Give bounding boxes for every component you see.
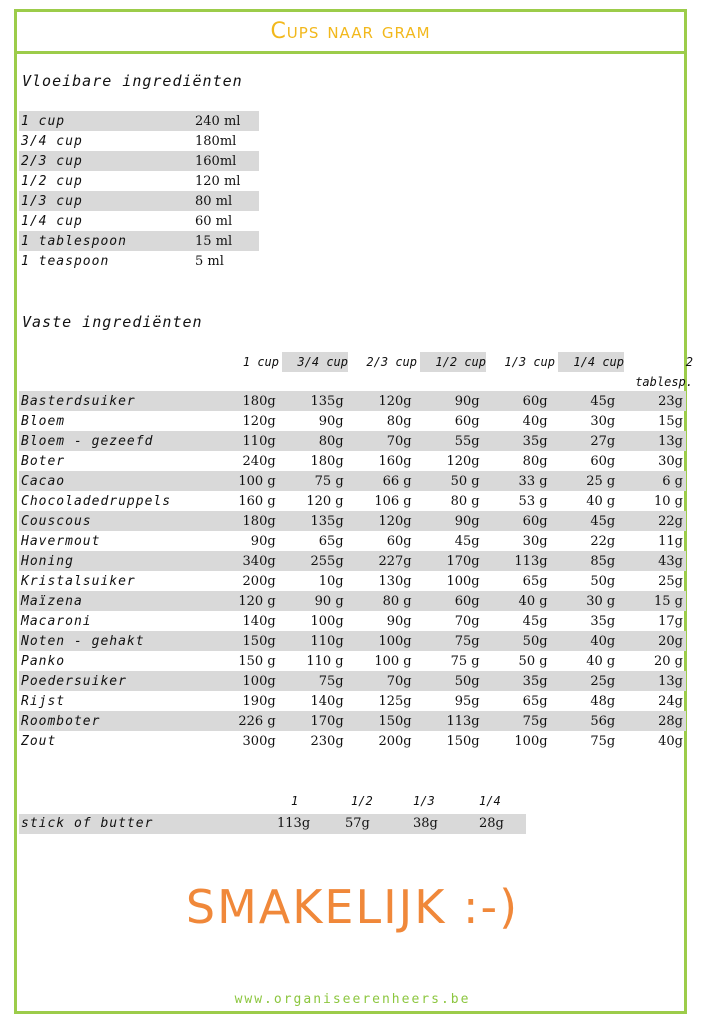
ingredient-value: 20g xyxy=(618,631,686,651)
ingredient-value: 150g xyxy=(446,733,480,749)
ingredient-row xyxy=(19,471,686,491)
ingredient-value: 70g xyxy=(454,613,480,629)
liquid-measure: 1/4 cup xyxy=(21,213,83,229)
ingredient-value: 170g xyxy=(279,711,347,731)
ingredient-value: 75g xyxy=(279,671,347,691)
butter-value: 57g xyxy=(345,816,370,831)
ingredient-value: 180g xyxy=(310,453,344,469)
ingredient-name: Basterdsuiker xyxy=(19,391,211,411)
ingredient-name: Couscous xyxy=(19,511,211,531)
ingredient-value: 160g xyxy=(378,453,412,469)
ingredient-value: 227g xyxy=(347,551,415,571)
ingredient-value: 100g xyxy=(211,671,279,691)
ingredient-name: Poedersuiker xyxy=(19,671,211,691)
ingredient-value: 130g xyxy=(378,573,412,589)
ingredient-value: 65g xyxy=(522,573,548,589)
ingredient-value: 85g xyxy=(551,551,619,571)
ingredient-value: 120g xyxy=(347,391,415,411)
ingredient-value: 120g xyxy=(347,511,415,531)
ingredient-value: 226 g xyxy=(211,711,279,731)
liquid-value: 60 ml xyxy=(195,213,233,229)
ingredient-value: 113g xyxy=(483,551,551,571)
ingredient-row xyxy=(19,571,686,591)
ingredient-value: 120g xyxy=(446,453,480,469)
ingredient-value: 190g xyxy=(242,693,276,709)
ingredient-value: 6 g xyxy=(618,471,686,491)
ingredient-value: 90 g xyxy=(279,591,347,611)
ingredient-value: 255g xyxy=(279,551,347,571)
ingredient-row xyxy=(19,611,686,631)
ingredient-value: 135g xyxy=(279,391,347,411)
liquid-row xyxy=(19,151,259,171)
ingredient-name: Cacao xyxy=(19,471,211,491)
liquid-value: 240 ml xyxy=(195,113,241,129)
ingredient-value: 60g xyxy=(386,533,412,549)
ingredient-value: 45g xyxy=(454,533,480,549)
ingredient-value: 56g xyxy=(551,711,619,731)
butter-column-header: 1/2 xyxy=(351,794,373,808)
closing-text: SMAKELIJK :-) xyxy=(185,880,520,934)
ingredient-value: 90g xyxy=(318,413,344,429)
ingredient-value: 120 g xyxy=(211,591,279,611)
ingredient-value: 53 g xyxy=(518,493,548,509)
ingredient-row xyxy=(19,691,686,711)
ingredient-value: 40g xyxy=(551,631,619,651)
ingredient-value: 140g xyxy=(310,693,344,709)
butter-column-header: 1 xyxy=(291,794,299,808)
liquid-measure: 3/4 cup xyxy=(21,133,83,149)
ingredient-row xyxy=(19,591,686,611)
ingredient-value: 15g xyxy=(658,413,683,429)
ingredient-value: 100g xyxy=(310,613,344,629)
solid-column-headers xyxy=(19,352,693,389)
ingredient-row xyxy=(19,491,686,511)
ingredient-value: 60g xyxy=(483,391,551,411)
solid-column-header: 1/3 cup xyxy=(504,355,555,369)
ingredient-value: 22g xyxy=(618,511,686,531)
liquid-heading: Vloeibare ingrediënten xyxy=(22,72,243,90)
liquid-row xyxy=(19,231,259,251)
ingredient-value: 43g xyxy=(618,551,686,571)
ingredient-value: 60g xyxy=(415,591,483,611)
liquid-measure: 1 tablespoon xyxy=(21,233,127,249)
ingredient-name: Zout xyxy=(21,733,57,749)
ingredient-value: 100 g xyxy=(374,653,412,669)
ingredient-value: 13g xyxy=(618,671,686,691)
ingredient-value: 40 g xyxy=(483,591,551,611)
ingredient-value: 75g xyxy=(415,631,483,651)
ingredient-value: 100g xyxy=(514,733,548,749)
ingredient-value: 45g xyxy=(522,613,548,629)
ingredient-value: 200g xyxy=(242,573,276,589)
ingredient-value: 100g xyxy=(347,631,415,651)
liquid-value: 160ml xyxy=(195,153,237,169)
ingredient-value: 110g xyxy=(279,631,347,651)
ingredient-value: 75 g xyxy=(450,653,480,669)
liquid-measure: 1/2 cup xyxy=(21,173,83,189)
ingredient-value: 80g xyxy=(522,453,548,469)
liquid-measure: 1 cup xyxy=(21,113,66,129)
liquid-value: 120 ml xyxy=(195,173,241,189)
ingredient-value: 80g xyxy=(386,413,412,429)
butter-name: stick of butter xyxy=(21,816,154,831)
ingredient-value: 60g xyxy=(454,413,480,429)
ingredient-value: 33 g xyxy=(483,471,551,491)
liquid-value: 80 ml xyxy=(195,193,233,209)
ingredient-value: 40g xyxy=(522,413,548,429)
ingredient-value: 48g xyxy=(590,693,616,709)
ingredient-value: 80 g xyxy=(347,591,415,611)
ingredient-value: 100 g xyxy=(211,471,279,491)
ingredient-value: 50g xyxy=(415,671,483,691)
ingredient-value: 40 g xyxy=(586,493,616,509)
ingredient-value: 110g xyxy=(211,431,279,451)
liquid-row xyxy=(19,211,259,231)
ingredient-row xyxy=(19,671,686,691)
ingredient-name: Maïzena xyxy=(19,591,211,611)
ingredient-value: 65g xyxy=(318,533,344,549)
ingredient-value: 80 g xyxy=(450,493,480,509)
solid-column-header: 1/2 cup xyxy=(420,352,486,372)
ingredient-value: 22g xyxy=(590,533,616,549)
ingredient-value: 60g xyxy=(590,453,616,469)
ingredient-value: 180g xyxy=(211,391,279,411)
ingredient-value: 35g xyxy=(590,613,616,629)
ingredient-value: 17g xyxy=(658,613,683,629)
ingredient-value: 25g xyxy=(551,671,619,691)
ingredient-value: 80g xyxy=(279,431,347,451)
ingredient-value: 90g xyxy=(386,613,412,629)
ingredient-value: 27g xyxy=(551,431,619,451)
ingredient-value: 113g xyxy=(415,711,483,731)
ingredient-value: 66 g xyxy=(347,471,415,491)
ingredient-row xyxy=(19,551,686,571)
ingredient-value: 40 g xyxy=(586,653,616,669)
ingredient-value: 60g xyxy=(483,511,551,531)
ingredient-value: 75g xyxy=(590,733,616,749)
ingredient-value: 20 g xyxy=(654,653,683,669)
ingredient-value: 106 g xyxy=(374,493,412,509)
solid-column-header: 1/4 cup xyxy=(558,352,624,372)
ingredient-value: 200g xyxy=(378,733,412,749)
ingredient-value: 28g xyxy=(618,711,686,731)
ingredient-name: Macaroni xyxy=(21,613,92,629)
ingredient-value: 140g xyxy=(242,613,276,629)
solid-column-header: 3/4 cup xyxy=(282,352,348,372)
solid-column-header: 2 tablesp. xyxy=(635,355,693,389)
ingredient-value: 170g xyxy=(415,551,483,571)
ingredient-value: 30g xyxy=(658,453,683,469)
ingredient-row xyxy=(19,451,686,471)
butter-column-header: 1/3 xyxy=(413,794,435,808)
ingredient-value: 70g xyxy=(347,671,415,691)
liquid-value: 5 ml xyxy=(195,253,224,269)
ingredient-value: 90g xyxy=(250,533,276,549)
ingredient-value: 125g xyxy=(378,693,412,709)
ingredient-value: 65g xyxy=(522,693,548,709)
ingredient-name: Kristalsuiker xyxy=(21,573,136,589)
ingredient-name: Noten - gehakt xyxy=(19,631,211,651)
ingredient-value: 55g xyxy=(415,431,483,451)
ingredient-row xyxy=(19,631,686,651)
ingredient-name: Havermout xyxy=(21,533,101,549)
footer-url[interactable]: www.organiseerenheers.be xyxy=(234,992,471,1007)
solid-column-header: 2/3 cup xyxy=(366,355,417,369)
ingredient-name: Honing xyxy=(19,551,211,571)
liquid-table xyxy=(19,111,259,271)
ingredient-value: 23g xyxy=(618,391,686,411)
ingredient-value: 30g xyxy=(522,533,548,549)
ingredient-value: 30 g xyxy=(551,591,619,611)
ingredient-value: 75g xyxy=(483,711,551,731)
ingredient-value: 90g xyxy=(415,391,483,411)
ingredient-name: Rijst xyxy=(21,693,66,709)
ingredient-row xyxy=(19,511,686,531)
ingredient-value: 24g xyxy=(658,693,683,709)
ingredient-value: 100g xyxy=(446,573,480,589)
ingredient-value: 160 g xyxy=(238,493,276,509)
ingredient-value: 25 g xyxy=(551,471,619,491)
liquid-measure: 2/3 cup xyxy=(21,153,83,169)
butter-value: 38g xyxy=(413,816,438,831)
ingredient-name: Bloem - gezeefd xyxy=(19,431,211,451)
ingredient-value: 10g xyxy=(318,573,344,589)
ingredient-row xyxy=(19,531,686,551)
ingredient-name: Roomboter xyxy=(19,711,211,731)
ingredient-value: 45g xyxy=(551,511,619,531)
liquid-row xyxy=(19,131,259,151)
ingredient-value: 110 g xyxy=(306,653,344,669)
ingredient-value: 50g xyxy=(590,573,616,589)
ingredient-value: 120 g xyxy=(306,493,344,509)
ingredient-value: 135g xyxy=(279,511,347,531)
ingredient-value: 230g xyxy=(310,733,344,749)
ingredient-value: 30g xyxy=(590,413,616,429)
liquid-value: 15 ml xyxy=(195,233,233,249)
ingredient-name: Chocoladedruppels xyxy=(21,493,172,509)
ingredient-value: 120g xyxy=(242,413,276,429)
title-bar xyxy=(14,9,687,54)
ingredient-value: 50 g xyxy=(415,471,483,491)
ingredient-value: 70g xyxy=(347,431,415,451)
ingredient-value: 50 g xyxy=(518,653,548,669)
liquid-value: 180ml xyxy=(195,133,237,149)
ingredient-row xyxy=(19,391,686,411)
butter-column-headers xyxy=(19,794,526,814)
ingredient-row xyxy=(19,431,686,451)
ingredient-value: 150 g xyxy=(238,653,276,669)
ingredient-value: 150g xyxy=(211,631,279,651)
ingredient-name: Panko xyxy=(21,653,66,669)
liquid-measure: 1 teaspoon xyxy=(21,253,110,269)
ingredient-value: 240g xyxy=(242,453,276,469)
ingredient-value: 15 g xyxy=(618,591,686,611)
butter-value: 28g xyxy=(479,816,504,831)
liquid-row xyxy=(19,191,259,211)
ingredient-value: 150g xyxy=(347,711,415,731)
butter-value: 113g xyxy=(277,816,311,831)
page-title: Cups naar gram xyxy=(270,19,431,44)
ingredient-value: 10 g xyxy=(654,493,683,509)
ingredient-row xyxy=(19,711,686,731)
ingredient-value: 90g xyxy=(415,511,483,531)
ingredient-value: 45g xyxy=(551,391,619,411)
liquid-row xyxy=(19,251,259,271)
liquid-row xyxy=(19,111,259,131)
ingredient-row xyxy=(19,411,686,431)
ingredient-row xyxy=(19,731,686,751)
ingredient-value: 180g xyxy=(211,511,279,531)
ingredient-value: 13g xyxy=(618,431,686,451)
ingredient-value: 35g xyxy=(483,671,551,691)
liquid-row xyxy=(19,171,259,191)
ingredient-value: 25g xyxy=(658,573,683,589)
ingredient-value: 35g xyxy=(483,431,551,451)
solid-heading: Vaste ingrediënten xyxy=(22,313,203,331)
ingredient-value: 50g xyxy=(483,631,551,651)
solid-table xyxy=(19,391,686,751)
ingredient-value: 11g xyxy=(658,533,683,549)
butter-row xyxy=(19,814,526,834)
ingredient-row xyxy=(19,651,686,671)
butter-column-header: 1/4 xyxy=(479,794,501,808)
ingredient-value: 300g xyxy=(242,733,276,749)
liquid-measure: 1/3 cup xyxy=(21,193,83,209)
ingredient-value: 340g xyxy=(211,551,279,571)
ingredient-value: 95g xyxy=(454,693,480,709)
ingredient-value: 75 g xyxy=(279,471,347,491)
ingredient-value: 40g xyxy=(658,733,683,749)
ingredient-name: Boter xyxy=(21,453,66,469)
solid-column-header: 1 cup xyxy=(242,355,279,369)
ingredient-name: Bloem xyxy=(21,413,66,429)
